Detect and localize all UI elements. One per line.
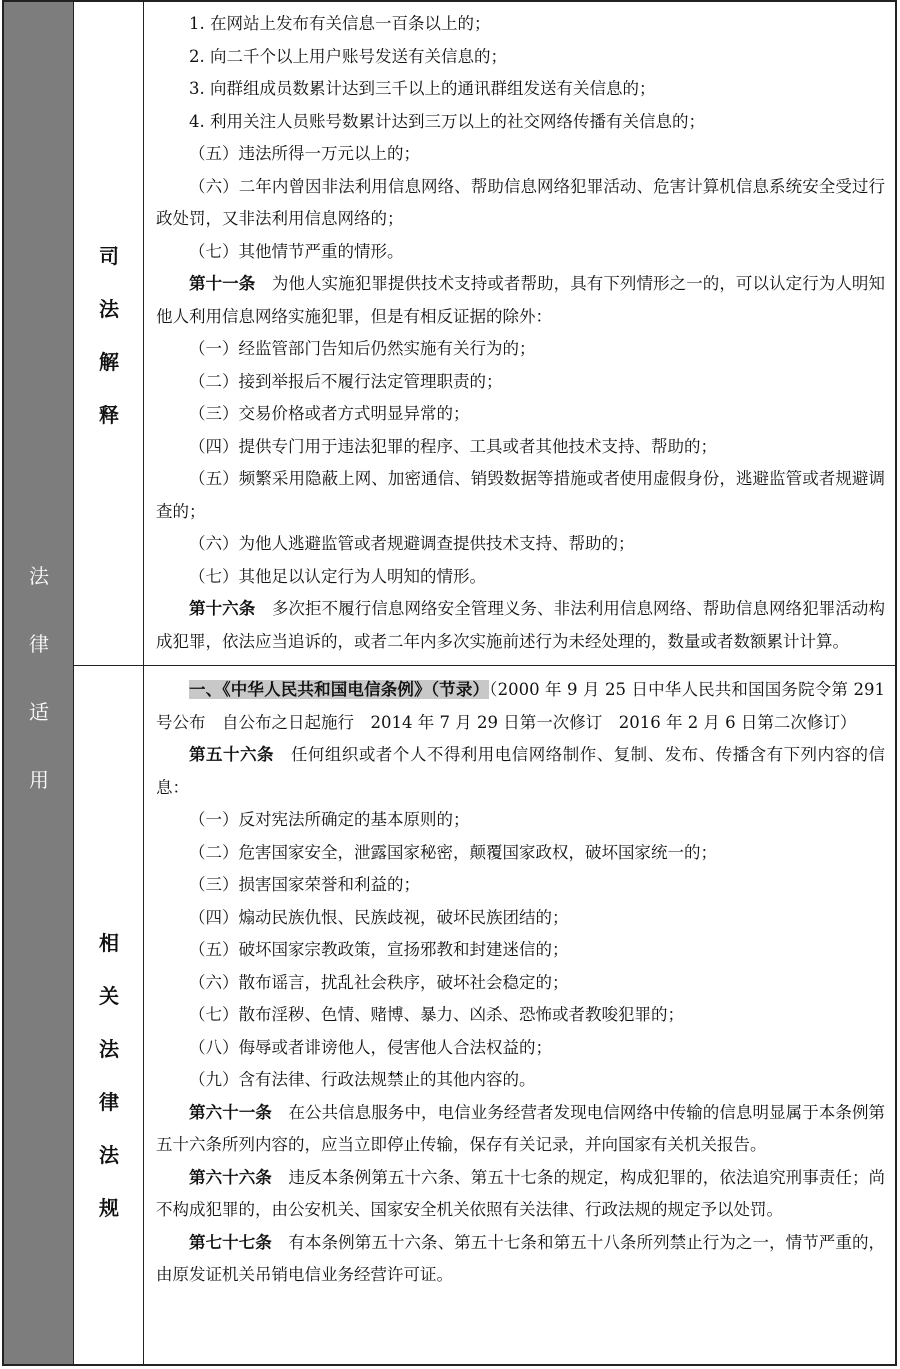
- paragraph-text: 违反本条例第五十六条、第五十七条的规定，构成犯罪的，依法追究刑事责任；尚不构成犯罪的，由公安机关、国家安全机关依照有关法律、行政法规的规定予以处罚。: [156, 1167, 886, 1219]
- article-paragraph: [156, 593, 885, 658]
- paragraph-text: （七）其他情节严重的情形。: [189, 241, 404, 261]
- regulation-heading-paragraph: [156, 674, 885, 739]
- row-divider: [74, 665, 895, 666]
- judicial-interpretation-label: [74, 230, 144, 442]
- list-item: [156, 804, 885, 837]
- paragraph-text: （五）频繁采用隐蔽上网、加密通信、销毁数据等措施或者使用虚假身份，逃避监管或者规避调查的；: [156, 469, 885, 521]
- sub-label-char: 法: [99, 297, 119, 321]
- paragraph-text: （五）破坏国家宗教政策，宣扬邪教和封建迷信的；: [189, 940, 569, 959]
- paragraph-text: （一）经监管部门告知后仍然实施有关行为的；: [189, 339, 536, 358]
- paragraph-text: （三）交易价格或者方式明显异常的；: [189, 404, 470, 423]
- related-laws-label: [74, 917, 144, 1235]
- sub-label-char: 相: [99, 931, 119, 955]
- article-paragraph: [156, 1097, 885, 1162]
- article-paragraph: [156, 739, 885, 804]
- paragraph-text: 在公共信息服务中，电信业务经营者发现电信网络中传输的信息明显属于本条例第五十六条所列内容的，应当立即停止传输，保存有关记录，并向国家有关机关报告。: [156, 1102, 886, 1154]
- list-item: [156, 41, 885, 74]
- list-item: [156, 837, 885, 870]
- paragraph-text: 2. 向二千个以上用户账号发送有关信息的；: [189, 46, 507, 66]
- main-category-label: [4, 542, 74, 814]
- paragraph-text: （六）二年内曾因非法利用信息网络、帮助信息网络犯罪活动、危害计算机信息系统安全受过行政处罚，又非法利用信息网络的；: [156, 176, 885, 228]
- article-paragraph: [156, 268, 885, 333]
- paragraph-text: （二）接到举报后不履行法定管理职责的；: [189, 371, 503, 391]
- list-item: [156, 463, 885, 528]
- regulation-heading: 一、《中华人民共和国电信条例》（节录）: [189, 680, 490, 699]
- article-number: 第六十六条: [189, 1167, 272, 1187]
- paragraph-text: 任何组织或者个人不得利用电信网络制作、复制、发布、传播含有下列内容的信息：: [156, 745, 886, 797]
- article-number: 第十六条: [189, 599, 256, 618]
- paragraph-text: 4. 利用关注人员账号数累计达到三万以上的社交网络传播有关信息的；: [189, 111, 705, 131]
- paragraph-text: （八）侮辱或者诽谤他人，侵害他人合法权益的；: [189, 1037, 552, 1057]
- paragraph-text: （六）为他人逃避监管或者规避调查提供技术支持、帮助的；: [189, 534, 635, 553]
- paragraph-text: （七）其他足以认定行为人明知的情形。: [189, 566, 486, 586]
- list-item: [156, 138, 885, 171]
- list-item: [156, 528, 885, 561]
- list-item: [156, 967, 885, 1000]
- list-item: [156, 999, 885, 1032]
- main-category-column: [4, 2, 74, 1364]
- list-item: [156, 561, 885, 594]
- article-number: 第七十七条: [189, 1232, 272, 1252]
- paragraph-text: （四）煽动民族仇恨、民族歧视，破坏民族团结的；: [189, 907, 569, 927]
- article-number: 第五十六条: [189, 745, 274, 764]
- list-item: [156, 1064, 885, 1097]
- paragraph-text: （九）含有法律、行政法规禁止的其他内容的。: [189, 1070, 536, 1089]
- paragraph-text: 为他人实施犯罪提供技术支持或者帮助，具有下列情形之一的，可以认定行为人明知他人利用信息网络实施犯罪，但是有相反证据的除外：: [156, 274, 886, 326]
- sub-label-char: 解: [99, 350, 119, 374]
- sub-label-char: 法: [99, 1143, 119, 1167]
- list-item: [156, 1032, 885, 1065]
- paragraph-text: （一）反对宪法所确定的基本原则的；: [189, 810, 470, 829]
- paragraph-text: 1. 在网站上发布有关信息一百条以上的；: [189, 14, 491, 33]
- article-paragraph: [156, 1227, 885, 1292]
- main-label-char: 律: [29, 632, 49, 656]
- related-laws-content: [144, 674, 895, 1292]
- paragraph-text: 多次拒不履行信息网络安全管理义务、非法利用信息网络、帮助信息网络犯罪活动构成犯罪，依法应当追诉的，或者二年内多次实施前述行为未经处理的，数量或者数额累计计算。: [156, 599, 886, 651]
- judicial-interpretation-label-cell: [74, 2, 144, 665]
- sub-label-char: 关: [99, 984, 119, 1008]
- list-item: [156, 366, 885, 399]
- main-label-char: 法: [29, 564, 49, 588]
- list-item: [156, 431, 885, 464]
- list-item: [156, 333, 885, 366]
- paragraph-text: 有本条例第五十六条、第五十七条和第五十八条所列禁止行为之一，情节严重的，由原发证机关吊销电信业务经营许可证。: [156, 1232, 886, 1284]
- paragraph-text: （五）违法所得一万元以上的；: [189, 144, 420, 163]
- regulation-heading-note: （2000 年 9 月 25 日中华人民共和国国务院令第 291 号公布 自公布之日起施行 2014 年 7 月 29 日第一次修订 2016 年 2 月 6 日第二次修订）: [156, 680, 886, 732]
- list-item: [156, 171, 885, 236]
- list-item: [156, 8, 885, 41]
- sub-label-char: 法: [99, 1037, 119, 1061]
- sub-label-char: 释: [99, 403, 119, 427]
- paragraph-text: （三）损害国家荣誉和利益的；: [189, 875, 420, 894]
- main-label-char: 用: [29, 768, 49, 792]
- regulation-articles: [156, 739, 885, 1292]
- paragraph-text: （七）散布淫秽、色情、赌博、暴力、凶杀、恐怖或者教唆犯罪的；: [189, 1005, 684, 1024]
- list-item: [156, 106, 885, 139]
- list-item: [156, 236, 885, 269]
- article-number: 第六十一条: [189, 1102, 272, 1122]
- law-table: [2, 0, 897, 1366]
- sub-label-char: 司: [99, 244, 119, 268]
- sub-label-char: 规: [99, 1196, 119, 1220]
- article-number: 第十一条: [189, 274, 256, 293]
- judicial-interpretation-content: [144, 8, 895, 658]
- related-laws-label-cell: [74, 665, 144, 1366]
- list-item: [156, 398, 885, 431]
- list-item: [156, 73, 885, 106]
- paragraph-text: （六）散布谣言，扰乱社会秩序，破坏社会稳定的；: [189, 972, 569, 992]
- paragraph-text: 3. 向群组成员数累计达到三千以上的通讯群组发送有关信息的；: [189, 79, 656, 98]
- list-item: [156, 869, 885, 902]
- paragraph-text: （二）危害国家安全，泄露国家秘密，颠覆国家政权，破坏国家统一的；: [189, 842, 717, 862]
- paragraph-text: （四）提供专门用于违法犯罪的程序、工具或者其他技术支持、帮助的；: [189, 436, 717, 456]
- list-item: [156, 902, 885, 935]
- sub-label-char: 律: [99, 1090, 119, 1114]
- list-item: [156, 934, 885, 967]
- main-label-char: 适: [29, 700, 49, 724]
- article-paragraph: [156, 1162, 885, 1227]
